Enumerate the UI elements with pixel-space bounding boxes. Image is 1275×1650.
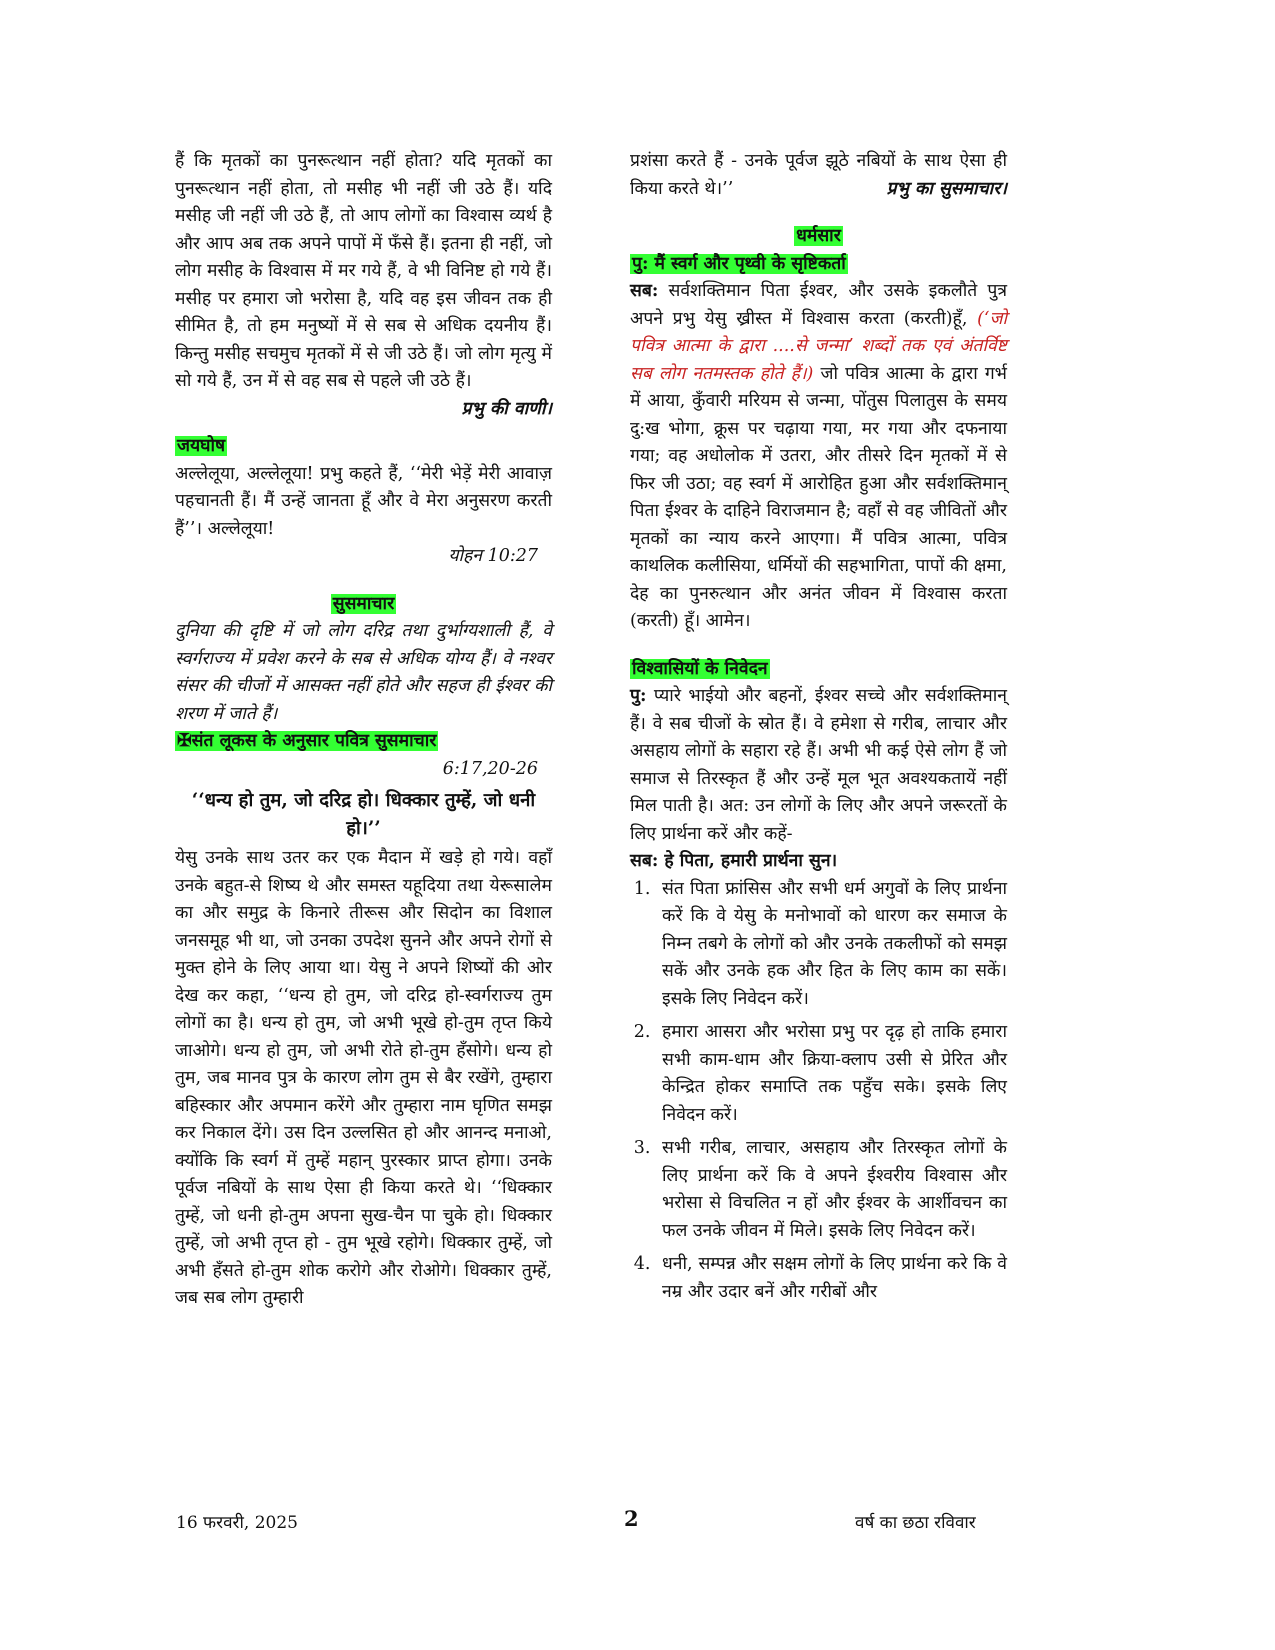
acclamation-reference: योहन 10:27 <box>448 546 538 566</box>
gospel-text: येसु उनके साथ उतर कर एक मैदान में खड़े हो गये। वहाँ उनके बहुत-से शिष्य थे और समस्त यहूदिया तथा येरूसालेम का और समुद्र के किनारे तीरूस और सिदोन का विशाल जनसमूह भी था, जो उनका उपदेश सुनने और अपने रोगों से मुक्त होने के लिए आया था। येसु ने अपने शिष्यों की ओर देख कर कहा, ‘‘धन्य हो तुम, जो दरिद्र हो-स्वर्गराज्य तुम लोगों का है। धन्य हो तुम, जो अभी भूखे हो-तुम तृप्त किये जाओगे। धन्य हो तुम, जो अभी रोते हो-तुम हँसोगे। धन्य हो तुम, जब मानव पुत्र के कारण लोग तुम से बैर रखेंगे, तुम्हारा बहिस्कार और अपमान करेंगे और तुम्हारा नाम घृणित समझ कर निकाल देंगे। उस दिन उल्लसित हो और आनन्द मनाओ, क्योंकि कि स्वर्ग में तुम्हें महान् पुरस्कार प्राप्त होगा। उनके पूर्वज नबियों के साथ ऐसा ही किया करते थे। ‘‘धिक्कार तुम्हें, जो धनी हो-तुम अपना सुख-चैन पा चुके हो। धिक्कार तुम्हें, जो अभी तृप्त हो - तुम भूखे रहोगे। धिक्कार तुम्हें, जो अभी हँसते हो-तुम शोक करोगे और रोओगे। धिक्कार तुम्हें, जब सब लोग तुम्हारी <box>175 848 552 1308</box>
footer-date: 16 फरवरी, 2025 <box>176 1513 298 1533</box>
gospel-heading: सुसमाचार <box>332 593 395 614</box>
cross-icon: ✠ <box>177 731 192 751</box>
creed-priest-line <box>630 254 848 274</box>
reading-closing: प्रभु की वाणी। <box>461 398 552 419</box>
creed-priest-label: पु: <box>632 253 649 274</box>
creed-text-1: सर्वशक्तिमान पिता ईश्वर, और उसके इकलौते पुत्र अपने प्रभु येसु ख्रीस्त में विश्वास करता (करती)हूँ, <box>630 281 1007 329</box>
gospel-source-text: संत लूकस के अनुसार पवित्र सुसमाचार <box>191 731 437 751</box>
creed-body <box>630 278 1007 636</box>
prayers-intro-block <box>630 683 1007 848</box>
creed-rubric: (‘जो पवित्र आत्मा के द्वारा ....से जन्मा’ शब्दों तक एवं अंतर्विष्ट सब लोग नतमस्तक होते हैं।) <box>630 308 1007 384</box>
gospel-tail-text: प्रशंसा करते हैं - उनके पूर्वज झूठे नबियों के साथ ऐसा ही किया करते थे।’’ <box>630 151 1007 199</box>
gospel-intro: दुनिया की दृष्टि में जो लोग दरिद्र तथा दुर्भाग्यशाली हैं, वे स्वर्गराज्य में प्रवेश करने के सब से अधिक योग्य हैं। वे नश्वर संसर की चीजों में आसक्त नहीं होते और सहज ही ईश्वर की शरण में जाते हैं। <box>175 621 552 724</box>
creed-all-label: सब: <box>630 281 659 301</box>
right-column <box>630 148 1007 1312</box>
acclamation-heading: जयघोष <box>177 436 226 456</box>
second-reading-tail: हैं कि मृतकों का पुनरूत्थान नहीं होता? यदि मृतकों का पुनरूत्थान नहीं होता, तो मसीह भी नहीं जी उठे हैं। यदि मसीह जी नहीं जी उठे हैं, तो आप लोगों का विश्वास व्यर्थ है और आप अब तक अपने पापों में फँसे हैं। इतना ही नहीं, जो लोग मसीह के विश्वास में मर गये हैं, वे भी विनिष्ट हो गये हैं। मसीह पर हमारा जो भरोसा है, यदि वह इस जीवन तक ही सीमित है, तो हम मनुष्यों में से सब से अधिक दयनीय हैं। किन्तु मसीह सचमुच मृतकों में से जी उठे हैं। जो लोग मृत्यु में सो गये हैं, उन में से वह सब से पहले जी उठे हैं। <box>175 151 552 391</box>
left-column <box>175 148 552 1313</box>
gospel-title: ‘‘धन्य हो तुम, जो दरिद्र हो। धिक्कार तुम्हें, जो धनी हो।’’ <box>191 790 536 839</box>
gospel-closing: प्रभु का सुसमाचार। <box>886 178 1007 199</box>
prayers-heading: विश्वासियों के निवेदन <box>632 658 768 679</box>
footer-sunday: वर्ष का छठा रविवार <box>855 1513 976 1533</box>
creed-priest-text: मैं स्वर्ग और पृथ्वी के सृष्टिकर्ता <box>654 253 846 274</box>
creed-text-2: जो पवित्र आत्मा के द्वारा गर्भ में आया, कुँवारी मरियम से जन्मा, पोंतुस पिलातुस के समय दु:ख भोगा, क्रूस पर चढ़ाया गया, मर गया और दफनाया गया; वह अधोलोक में उतरा, और तीसरे दिन मृतकों में से फिर जी उठा; वह स्वर्ग में आरोहित हुआ और सर्वशक्तिमान् पिता ईश्वर के दाहिने विराजमान है; वहाँ से वह जीवितों और मृतकों का न्याय करने आएगा। मैं पवित्र आत्मा, पवित्र काथलिक कलीसिया, धर्मियों की सहभागिता, पापों की क्षमा, देह का पुनरुत्थान और अनंत जीवन में विश्वास करता (करती) हूँ। आमेन। <box>630 363 1007 631</box>
prayers-priest-label: पु: <box>630 686 647 706</box>
gospel-source <box>175 731 438 751</box>
gospel-reference: 6:17,20-26 <box>442 758 538 779</box>
prayer-item: 4. धनी, सम्पन्न और सक्षम लोगों के लिए प्रार्थना करे कि वे नम्र और उदार बनें और गरीबों और <box>656 1251 1007 1306</box>
prayers-response: सब: हे पिता, हमारी प्रार्थना सुन। <box>630 851 838 871</box>
page-number: 2 <box>624 1506 639 1531</box>
prayers-intro: प्यारे भाईयो और बहनों, ईश्वर सच्चे और सर्वशक्तिमान् हैं। वे सब चीजों के स्रोत हैं। वे हमेशा से गरीब, लाचार और असहाय लोगों के सहारा रहे हैं। अभी भी कई ऐसे लोग हैं जो समाज से तिरस्कृत हैं और उन्हें मूल भूत अवश्यकतायें नहीं मिल पाती है। अत: उन लोगों के लिए और अपने जरूरतों के लिए प्रार्थना करें और कहें- <box>630 686 1007 844</box>
acclamation-text: अल्लेलूया, अल्लेलूया! प्रभु कहते हैं, ‘‘मेरी भेड़ें मेरी आवाज़ पहचानती हैं। मैं उन्हें जानता हूँ और वे मेरा अनुसरण करती हैं’’। अल्लेलूया! <box>175 463 552 539</box>
prayers-list <box>630 876 1007 1307</box>
prayer-item: 3. सभी गरीब, लाचार, असहाय और तिरस्कृत लोगों के लिए प्रार्थना करें कि वे अपने ईश्वरीय विश्वास और भरोसा से विचलित न हों और ईश्वर के आर्शीवचन का फल उनके जीवन में मिले। इसके लिए निवेदन करें। <box>656 1135 1007 1245</box>
prayer-item: 1. संत पिता फ्रांसिस और सभी धर्म अगुवों के लिए प्रार्थना करें कि वे येसु के मनोभावों को धारण कर समाज के निम्न तबगे के लोगों को और उनके तकलीफों को समझ सकें और उनके हक और हित के लिए काम का सकें। इसके लिए निवेदन करें। <box>656 876 1007 1014</box>
prayer-item: 2. हमारा आसरा और भरोसा प्रभु पर दृढ़ हो ताकि हमारा सभी काम-धाम और क्रिया-क्लाप उसी से प्रेरित और केन्द्रित होकर समाप्ति तक पहुँच सके। इसके लिए निवेदन करें। <box>656 1019 1007 1129</box>
creed-heading: धर्मसार <box>796 226 841 246</box>
gospel-tail <box>630 148 1007 203</box>
